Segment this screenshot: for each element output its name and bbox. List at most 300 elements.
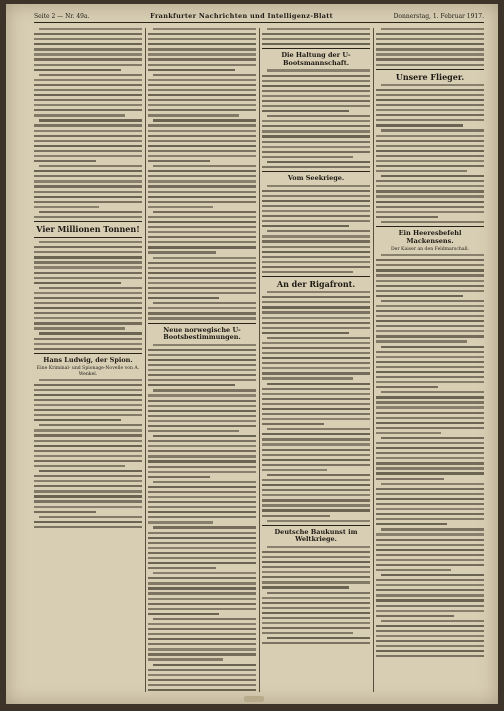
column-3 bbox=[262, 28, 370, 692]
text-line bbox=[262, 271, 353, 273]
text-line bbox=[376, 422, 484, 424]
text-line bbox=[381, 528, 484, 530]
text-line bbox=[148, 511, 256, 513]
column-4 bbox=[376, 28, 484, 692]
text-line bbox=[262, 479, 370, 481]
text-line bbox=[34, 440, 142, 442]
text-line bbox=[381, 28, 484, 30]
text-line bbox=[34, 170, 142, 172]
text-line bbox=[262, 38, 370, 40]
text-line bbox=[148, 236, 256, 238]
text-line bbox=[148, 94, 256, 96]
text-line bbox=[34, 490, 142, 492]
text-line bbox=[262, 352, 370, 354]
text-line bbox=[376, 285, 484, 287]
text-line bbox=[148, 577, 256, 579]
text-line bbox=[39, 28, 142, 30]
text-line bbox=[148, 180, 256, 182]
text-line bbox=[148, 547, 256, 549]
text-line bbox=[34, 292, 142, 294]
text-line bbox=[262, 317, 370, 319]
text-line bbox=[34, 445, 142, 447]
text-line bbox=[34, 455, 142, 457]
text-line bbox=[262, 296, 370, 298]
text-line bbox=[34, 419, 121, 421]
text-line bbox=[376, 33, 484, 35]
text-line bbox=[153, 435, 256, 437]
text-line bbox=[148, 99, 256, 101]
text-line bbox=[34, 33, 142, 35]
text-line bbox=[148, 410, 256, 412]
text-line bbox=[34, 521, 142, 523]
text-line bbox=[34, 394, 142, 396]
text-line bbox=[34, 338, 142, 340]
text-line bbox=[148, 384, 235, 386]
text-line bbox=[262, 261, 370, 263]
text-line bbox=[262, 327, 370, 329]
text-line bbox=[148, 191, 256, 193]
subheadline: Eine Kriminal- und Spionage-Novelle von A. Wenkel. bbox=[36, 366, 140, 377]
text-line bbox=[262, 322, 370, 324]
text-line bbox=[262, 576, 370, 578]
text-line bbox=[267, 546, 370, 548]
text-line bbox=[34, 297, 142, 299]
text-line bbox=[376, 216, 438, 218]
text-line bbox=[376, 264, 484, 266]
text-line bbox=[376, 160, 484, 162]
text-line bbox=[39, 211, 142, 213]
text-line bbox=[148, 420, 256, 422]
text-line bbox=[148, 592, 256, 594]
text-line bbox=[34, 475, 142, 477]
text-line bbox=[381, 437, 484, 439]
text-line bbox=[381, 483, 484, 485]
article-text bbox=[34, 241, 142, 350]
text-line bbox=[267, 337, 370, 339]
text-line bbox=[148, 53, 256, 55]
text-line bbox=[148, 643, 256, 645]
text-line bbox=[148, 455, 256, 457]
text-line bbox=[376, 155, 484, 157]
text-line bbox=[262, 200, 370, 202]
text-line bbox=[39, 470, 142, 472]
masthead bbox=[34, 10, 484, 23]
text-line bbox=[34, 485, 142, 487]
text-line bbox=[153, 481, 256, 483]
text-line bbox=[148, 532, 256, 534]
text-line bbox=[262, 130, 370, 132]
text-line bbox=[381, 620, 484, 622]
text-line bbox=[148, 653, 256, 655]
divider bbox=[34, 237, 142, 238]
text-line bbox=[153, 618, 256, 620]
text-line bbox=[148, 445, 256, 447]
text-line bbox=[376, 295, 463, 297]
text-line bbox=[262, 566, 370, 568]
article-text bbox=[148, 28, 256, 320]
text-line bbox=[262, 141, 370, 143]
text-line bbox=[376, 150, 484, 152]
text-line bbox=[148, 48, 256, 50]
text-line bbox=[148, 64, 256, 66]
text-line bbox=[148, 58, 256, 60]
text-line bbox=[34, 460, 142, 462]
text-line bbox=[34, 140, 142, 142]
text-line bbox=[148, 374, 256, 376]
text-line bbox=[148, 430, 239, 432]
text-line bbox=[262, 80, 370, 82]
text-line bbox=[148, 124, 256, 126]
text-line bbox=[148, 450, 256, 452]
text-line bbox=[148, 557, 256, 559]
issue-date: Donnerstag, 1. Februar 1917. bbox=[393, 12, 484, 20]
text-line bbox=[262, 398, 370, 400]
text-line bbox=[34, 155, 142, 157]
text-line bbox=[148, 317, 256, 319]
text-line bbox=[34, 526, 142, 528]
text-line bbox=[148, 130, 256, 132]
text-line bbox=[148, 496, 256, 498]
text-line bbox=[148, 226, 256, 228]
text-line bbox=[148, 415, 256, 417]
text-line bbox=[148, 394, 256, 396]
text-line bbox=[376, 206, 484, 208]
text-line bbox=[376, 38, 484, 40]
text-line bbox=[148, 379, 256, 381]
text-line bbox=[376, 559, 484, 561]
text-line bbox=[267, 474, 370, 476]
column-rule bbox=[145, 28, 146, 692]
text-line bbox=[148, 440, 256, 442]
text-line bbox=[148, 648, 256, 650]
text-line bbox=[262, 617, 370, 619]
text-line bbox=[376, 544, 484, 546]
text-line bbox=[148, 155, 256, 157]
text-line bbox=[148, 369, 256, 371]
headline: Deutsche Baukunst im Weltkriege. bbox=[274, 527, 358, 544]
text-line bbox=[376, 269, 484, 271]
text-line bbox=[148, 43, 256, 45]
text-line bbox=[148, 633, 256, 635]
text-line bbox=[153, 165, 256, 167]
text-line bbox=[262, 135, 370, 137]
text-line bbox=[34, 317, 142, 319]
text-line bbox=[376, 165, 484, 167]
text-line bbox=[262, 509, 370, 511]
text-line bbox=[376, 488, 484, 490]
text-line bbox=[148, 38, 256, 40]
text-line bbox=[376, 371, 484, 373]
text-line bbox=[34, 43, 142, 45]
text-line bbox=[262, 301, 370, 303]
text-line bbox=[262, 43, 370, 45]
text-line bbox=[148, 135, 256, 137]
article-text bbox=[262, 28, 370, 45]
text-line bbox=[262, 504, 370, 506]
text-line bbox=[376, 615, 454, 617]
text-line bbox=[148, 552, 256, 554]
text-line bbox=[148, 307, 256, 309]
headline: Vier Millionen Tonnen! bbox=[36, 224, 140, 235]
text-line bbox=[262, 332, 349, 334]
text-line bbox=[262, 597, 370, 599]
headline: Unsere Flieger. bbox=[395, 71, 465, 82]
text-line bbox=[376, 610, 484, 612]
text-line bbox=[262, 235, 370, 237]
text-line bbox=[34, 180, 142, 182]
text-line bbox=[148, 170, 256, 172]
text-line bbox=[34, 384, 142, 386]
text-line bbox=[153, 119, 256, 121]
text-line bbox=[34, 135, 142, 137]
text-line bbox=[376, 417, 484, 419]
text-line bbox=[376, 650, 484, 652]
text-line bbox=[376, 274, 484, 276]
text-line bbox=[34, 251, 142, 253]
column-2 bbox=[148, 28, 256, 692]
text-line bbox=[34, 399, 142, 401]
text-line bbox=[376, 280, 484, 282]
text-line bbox=[267, 383, 370, 385]
text-line bbox=[262, 612, 370, 614]
text-line bbox=[376, 412, 484, 414]
text-line bbox=[381, 346, 484, 348]
text-line bbox=[262, 367, 370, 369]
text-line bbox=[148, 69, 235, 71]
text-line bbox=[376, 579, 484, 581]
text-line bbox=[262, 561, 370, 563]
text-line bbox=[39, 241, 142, 243]
text-line bbox=[376, 599, 484, 601]
text-line bbox=[376, 43, 484, 45]
text-line bbox=[34, 69, 121, 71]
divider bbox=[262, 171, 370, 172]
text-line bbox=[262, 215, 370, 217]
text-line bbox=[39, 74, 142, 76]
text-line bbox=[376, 472, 484, 474]
text-line bbox=[153, 572, 256, 574]
text-line bbox=[376, 315, 484, 317]
text-line bbox=[267, 230, 370, 232]
text-line bbox=[34, 322, 142, 324]
headline: Ein Heeresbefehl Mackensens. bbox=[398, 229, 462, 245]
text-line bbox=[34, 389, 142, 391]
text-line bbox=[381, 574, 484, 576]
text-line bbox=[148, 679, 256, 681]
text-line bbox=[34, 175, 142, 177]
text-line bbox=[376, 325, 484, 327]
text-line bbox=[262, 449, 370, 451]
text-line bbox=[376, 584, 484, 586]
text-line bbox=[376, 467, 484, 469]
text-line bbox=[376, 493, 484, 495]
article-text bbox=[262, 69, 370, 168]
text-line bbox=[376, 330, 484, 332]
text-line bbox=[148, 471, 256, 473]
text-line bbox=[267, 185, 370, 187]
text-line bbox=[148, 684, 256, 686]
text-line bbox=[262, 403, 370, 405]
text-line bbox=[376, 640, 484, 642]
text-line bbox=[148, 638, 256, 640]
headline: Die Haltung der U-Bootsmannschaft. bbox=[281, 51, 351, 67]
text-line bbox=[148, 104, 256, 106]
text-line bbox=[376, 498, 484, 500]
text-line bbox=[148, 425, 256, 427]
text-line bbox=[376, 64, 484, 66]
text-line bbox=[148, 466, 256, 468]
text-line bbox=[148, 669, 256, 671]
text-line bbox=[34, 282, 121, 284]
text-line bbox=[376, 569, 451, 571]
text-line bbox=[148, 582, 256, 584]
text-line bbox=[34, 511, 96, 513]
text-line bbox=[376, 406, 484, 408]
text-line bbox=[34, 500, 142, 502]
column-1 bbox=[34, 28, 142, 692]
text-line bbox=[262, 156, 353, 158]
text-line bbox=[376, 366, 484, 368]
text-line bbox=[153, 28, 256, 30]
paper-title: Frankfurter Nachrichten und Intelligenz-Blatt bbox=[150, 12, 333, 20]
text-line bbox=[34, 53, 142, 55]
text-line bbox=[34, 64, 142, 66]
text-line bbox=[262, 413, 370, 415]
text-line bbox=[34, 216, 142, 218]
text-line bbox=[262, 418, 370, 420]
text-line bbox=[267, 69, 370, 71]
text-line bbox=[262, 125, 370, 127]
text-line bbox=[34, 79, 142, 81]
text-line bbox=[34, 495, 142, 497]
text-line bbox=[148, 486, 256, 488]
text-line bbox=[153, 211, 256, 213]
text-line bbox=[267, 28, 370, 30]
text-line bbox=[267, 115, 370, 117]
text-line bbox=[148, 109, 256, 111]
text-line bbox=[376, 305, 484, 307]
text-line bbox=[34, 145, 142, 147]
divider bbox=[262, 276, 370, 277]
text-line bbox=[148, 84, 256, 86]
text-line bbox=[148, 521, 213, 523]
text-line bbox=[381, 84, 484, 86]
text-line bbox=[148, 501, 256, 503]
text-line bbox=[148, 175, 256, 177]
text-line bbox=[148, 231, 256, 233]
text-line bbox=[376, 185, 484, 187]
text-line bbox=[376, 625, 484, 627]
text-line bbox=[262, 602, 370, 604]
text-line bbox=[148, 608, 256, 610]
text-line bbox=[376, 381, 484, 383]
text-line bbox=[376, 320, 484, 322]
text-line bbox=[148, 201, 256, 203]
text-line bbox=[148, 587, 256, 589]
text-line bbox=[34, 277, 142, 279]
text-line bbox=[34, 48, 142, 50]
text-line bbox=[34, 84, 142, 86]
text-line bbox=[262, 469, 327, 471]
text-line bbox=[376, 427, 484, 429]
text-line bbox=[148, 145, 256, 147]
text-line bbox=[39, 516, 142, 518]
article-text bbox=[148, 344, 256, 692]
text-line bbox=[376, 94, 484, 96]
text-line bbox=[262, 571, 370, 573]
text-line bbox=[262, 556, 370, 558]
article-text bbox=[376, 28, 484, 66]
text-line bbox=[34, 109, 142, 111]
text-line bbox=[376, 53, 484, 55]
text-line bbox=[148, 79, 256, 81]
text-line bbox=[376, 180, 484, 182]
text-line bbox=[148, 246, 256, 248]
text-line bbox=[262, 306, 370, 308]
text-line bbox=[376, 361, 484, 363]
text-line bbox=[148, 598, 256, 600]
text-line bbox=[39, 119, 142, 121]
text-line bbox=[262, 256, 370, 258]
text-line bbox=[148, 354, 256, 356]
text-line bbox=[262, 240, 370, 242]
text-line bbox=[262, 266, 370, 268]
text-line bbox=[39, 332, 142, 334]
text-line bbox=[34, 201, 142, 203]
text-line bbox=[376, 335, 484, 337]
text-line bbox=[148, 267, 256, 269]
text-line bbox=[148, 613, 219, 615]
text-line bbox=[376, 462, 484, 464]
text-line bbox=[376, 401, 484, 403]
text-line bbox=[376, 478, 444, 480]
text-line bbox=[34, 246, 142, 248]
text-line bbox=[148, 312, 256, 314]
text-line bbox=[262, 347, 370, 349]
text-line bbox=[153, 526, 256, 528]
text-line bbox=[376, 114, 484, 116]
text-line bbox=[262, 105, 370, 107]
text-line bbox=[148, 658, 223, 660]
text-line bbox=[262, 438, 370, 440]
text-line bbox=[148, 206, 213, 208]
text-line bbox=[148, 196, 256, 198]
text-line bbox=[148, 400, 256, 402]
text-line bbox=[148, 460, 256, 462]
column-rule bbox=[373, 28, 374, 692]
text-line bbox=[34, 104, 142, 106]
text-line bbox=[153, 257, 256, 259]
article-text bbox=[376, 254, 484, 657]
text-line bbox=[262, 220, 370, 222]
text-line bbox=[376, 290, 484, 292]
text-line bbox=[34, 261, 142, 263]
text-line bbox=[148, 562, 256, 564]
text-line bbox=[376, 508, 484, 510]
text-line bbox=[381, 300, 484, 302]
text-line bbox=[148, 241, 256, 243]
text-line bbox=[148, 185, 256, 187]
text-line bbox=[376, 518, 484, 520]
text-line bbox=[376, 135, 484, 137]
text-line bbox=[148, 359, 256, 361]
text-line bbox=[376, 594, 484, 596]
text-line bbox=[34, 272, 142, 274]
text-line bbox=[376, 190, 484, 192]
text-line bbox=[262, 494, 370, 496]
text-line bbox=[34, 327, 125, 329]
text-line bbox=[153, 664, 256, 666]
